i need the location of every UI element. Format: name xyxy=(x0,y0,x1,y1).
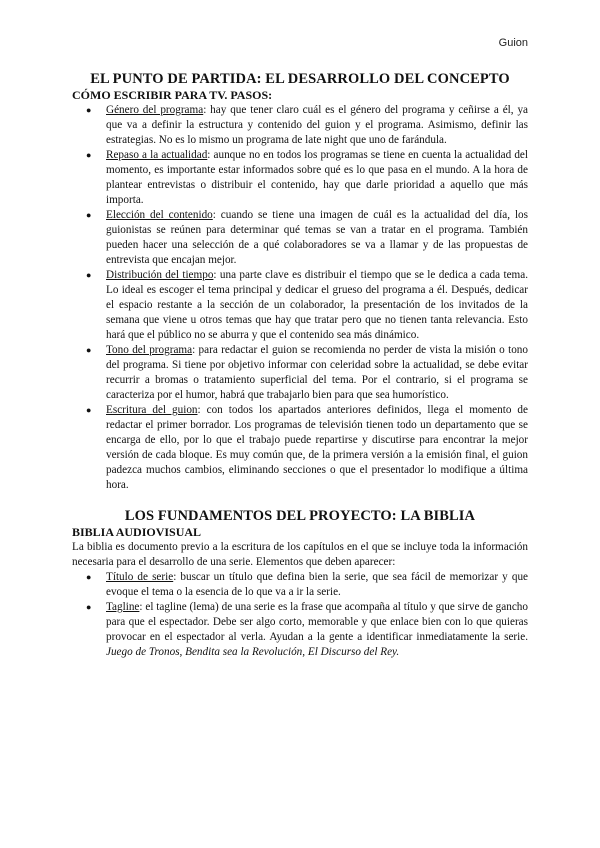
item-text: : una parte clave es distribuir el tiempo que se le dedica a cada tema. Lo ideal es escoger el tema principal y dedicar el grueso del programa a él. Después, dedicar el espacio restante a la sección de un colaborador, la presentación de los invitados de la semana que viene u otros temas que hay que tratar pero que no tienen tanta relevancia. Esto hará que el público no se aburra y que el contenido sea más dinámico. xyxy=(106,269,529,341)
item-term: Distribución del tiempo xyxy=(106,269,214,281)
section-title: LOS FUNDAMENTOS DEL PROYECTO: LA BIBLIA xyxy=(124,508,476,524)
elements-list xyxy=(72,570,528,660)
item-term: Género del programa xyxy=(106,104,204,116)
steps-list xyxy=(72,103,528,493)
section-title: EL PUNTO DE PARTIDA: EL DESARROLLO DEL CONCEPTO xyxy=(90,71,510,87)
item-term: Repaso a la actualidad xyxy=(106,149,208,161)
intro-paragraph: La biblia es documento previo a la escritura de los capítulos en el que se incluye toda la información necesaria para el desarrollo de una serie. Elementos que deben aparecer: xyxy=(72,541,528,568)
item-term: Elección del contenido xyxy=(106,209,213,221)
item-term: Tono del programa xyxy=(106,344,193,356)
list-item xyxy=(72,570,528,600)
item-text: : el tagline (lema) de una serie es la frase que acompaña al título y que sirve de gancho para que el espectador. Debe ser algo corto, memorable y que enlace bien con lo que quieras provocar en el espectador al verla. Ayudan a la gente a identificar inmediatamente la serie. xyxy=(106,601,528,643)
list-item xyxy=(72,103,528,148)
item-term: Título de serie xyxy=(106,571,174,583)
item-text: : aunque no en todos los programas se tiene en cuenta la actualidad del momento, es importante estar informados sobre qué es lo que pasa en el mundo. A la hora de plantear entrevistas o distribuir el contenido, hay que darle prioridad a aquello que más importa. xyxy=(106,149,528,206)
list-item xyxy=(72,343,528,403)
list-item xyxy=(72,403,528,493)
list-item xyxy=(72,268,528,343)
spacer xyxy=(72,493,528,507)
running-header: Guion xyxy=(498,37,528,49)
item-term: Escritura del guion xyxy=(106,404,198,416)
list-item xyxy=(72,208,528,268)
list-item xyxy=(72,148,528,208)
item-term: Tagline xyxy=(106,601,140,613)
section-subtitle: CÓMO ESCRIBIR PARA TV. PASOS: xyxy=(72,88,273,102)
item-text: : para redactar el guion se recomienda no perder de vista la misión o tono del programa. Si tiene por objetivo informar con celeridad sobre la actualidad, se debe evitar recurrir a bromas o tratamiento superficial del tema. Por el contrario, si el programa se caracteriza por el humor, habrá que trabajarlo bien para que sea humorístico. xyxy=(106,344,528,401)
item-text: : cuando se tiene una imagen de cuál es la actualidad del día, los guionistas se reúnen para determinar qué temas se van a tratar en el programa. También pueden hacer una selección de a qué colaboradores se va a llamar y de las propuestas de entrevista que encajan mejor. xyxy=(106,209,528,266)
document-body xyxy=(72,70,528,660)
item-text: : con todos los apartados anteriores definidos, llega el momento de redactar el primer borrador. Los programas de televisión tienen todo un departamento que se encarga de ello, por lo que el trabajo puede repartirse y discutirse para encontrar la mejor versión de cada bloque. Es muy común que, de la primera versión a la emisión final, el guion padezca muchos cambios, eliminando secciones o que el presentador lo modifique a última hora. xyxy=(106,404,528,491)
item-examples: Juego de Tronos, Bendita sea la Revolución, El Discurso del Rey. xyxy=(106,646,400,658)
section-subtitle: BIBLIA AUDIOVISUAL xyxy=(72,525,202,539)
item-text: : buscar un título que defina bien la serie, que sea fácil de memorizar y que evoque el tema o la esencia de lo que va a ir la serie. xyxy=(106,571,528,598)
list-item xyxy=(72,600,528,660)
item-text: : hay que tener claro cuál es el género del programa y ceñirse a él, ya que va a definir la estructura y contenido del guion y el programa. Asimismo, definir las estrategias. No es lo mismo un programa de late night que uno de farándula. xyxy=(106,104,528,146)
